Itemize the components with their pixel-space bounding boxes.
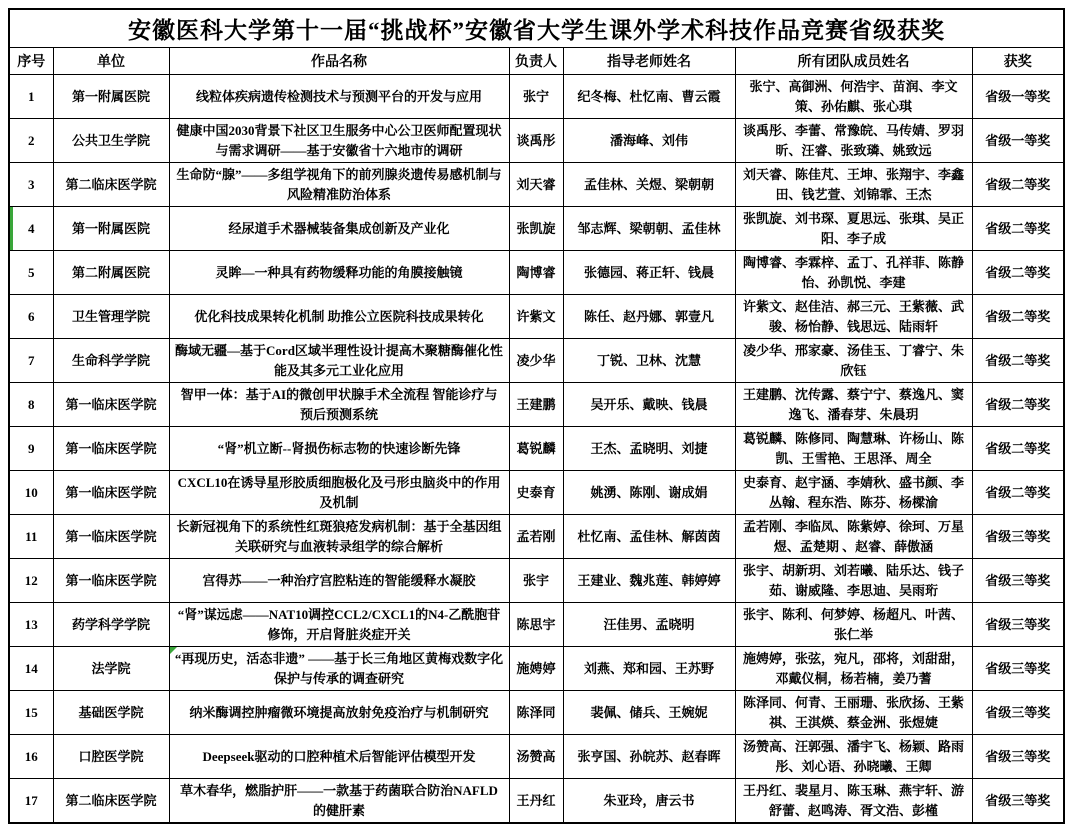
cell-teachers: 王杰、孟晓明、刘捷 xyxy=(563,427,735,471)
cell-work-title: 生命防“腺”——多组学视角下的前列腺炎遗传易感机制与风险精准防治体系 xyxy=(169,163,509,207)
cell-teachers: 孟佳林、关煜、梁朝朝 xyxy=(563,163,735,207)
cell-teachers: 纪冬梅、杜忆南、曹云霞 xyxy=(563,75,735,119)
cell-team-members: 谈禹彤、李蕾、常豫皖、马传婧、罗羽昕、汪睿、张致璘、姚致远 xyxy=(735,119,972,163)
cell-work-title: 优化科技成果转化机制 助推公立医院科技成果转化 xyxy=(169,295,509,339)
cell-award-level: 省级二等奖 xyxy=(972,427,1064,471)
cell-leader: 张宁 xyxy=(509,75,563,119)
table-row xyxy=(9,559,1064,603)
cell-team-members: 张宇、陈利、何梦婷、杨超凡、叶茜、张仁举 xyxy=(735,603,972,647)
cell-unit: 药学科学学院 xyxy=(53,603,169,647)
cell-unit: 第一临床医学院 xyxy=(53,515,169,559)
cell-unit: 卫生管理学院 xyxy=(53,295,169,339)
cell-teachers: 潘海峰、刘伟 xyxy=(563,119,735,163)
cell-row-number: 7 xyxy=(9,339,53,383)
cell-award-level: 省级三等奖 xyxy=(972,603,1064,647)
cell-row-number: 17 xyxy=(9,779,53,824)
cell-row-number: 12 xyxy=(9,559,53,603)
table-row xyxy=(9,163,1064,207)
cell-team-members: 陶博睿、李霖梓、孟丁、孔祥菲、陈静怡、孙凯悦、李建 xyxy=(735,251,972,295)
cell-work-title: “肾”谋远虑——NAT10调控CCL2/CXCL1的N4-乙酰胞苷修饰，开启肾脏炎症开关 xyxy=(169,603,509,647)
table-row xyxy=(9,647,1064,691)
cell-teachers: 汪佳男、孟晓明 xyxy=(563,603,735,647)
cell-leader: 汤赞高 xyxy=(509,735,563,779)
cell-award-level: 省级三等奖 xyxy=(972,735,1064,779)
cell-award-level: 省级二等奖 xyxy=(972,251,1064,295)
cell-teachers: 陈任、赵丹娜、郭壹凡 xyxy=(563,295,735,339)
cell-work-title: 纳米酶调控肿瘤微环境提高放射免疫治疗与机制研究 xyxy=(169,691,509,735)
cell-leader: 王丹红 xyxy=(509,779,563,824)
cell-row-number: 1 xyxy=(9,75,53,119)
cell-unit: 第一附属医院 xyxy=(53,75,169,119)
cell-work-title: 宫得苏——一种治疗宫腔粘连的智能缓释水凝胶 xyxy=(169,559,509,603)
cell-row-number: 3 xyxy=(9,163,53,207)
cell-row-number: 11 xyxy=(9,515,53,559)
table-row xyxy=(9,295,1064,339)
cell-work-title: CXCL10在诱导星形胶质细胞极化及弓形虫脑炎中的作用及机制 xyxy=(169,471,509,515)
cell-row-number: 6 xyxy=(9,295,53,339)
cell-unit: 第二临床医学院 xyxy=(53,163,169,207)
cell-award-level: 省级二等奖 xyxy=(972,339,1064,383)
table-row xyxy=(9,207,1064,251)
cell-team-members: 陈泽同、何青、王丽珊、张欣扬、王紫祺、王淇煐、蔡金洲、张煜婕 xyxy=(735,691,972,735)
cell-leader: 王建鹏 xyxy=(509,383,563,427)
cell-award-level: 省级三等奖 xyxy=(972,515,1064,559)
cell-work-title: 灵眸—一种具有药物缓释功能的角膜接触镜 xyxy=(169,251,509,295)
cell-teachers: 裴佩、储兵、王婉妮 xyxy=(563,691,735,735)
cell-team-members: 张凯旋、刘书琛、夏思远、张琪、吴正阳、李子成 xyxy=(735,207,972,251)
cell-teachers: 丁锐、卫林、沈慧 xyxy=(563,339,735,383)
cell-award-level: 省级三等奖 xyxy=(972,559,1064,603)
cell-leader: 葛锐麟 xyxy=(509,427,563,471)
cell-unit: 第一临床医学院 xyxy=(53,383,169,427)
table-row xyxy=(9,691,1064,735)
cell-unit: 第二临床医学院 xyxy=(53,779,169,824)
cell-work-title: 长新冠视角下的系统性红斑狼疮发病机制：基于全基因组关联研究与血液转录组学的综合解析 xyxy=(169,515,509,559)
column-header-teachers: 指导老师姓名 xyxy=(563,48,735,75)
cell-team-members: 葛锐麟、陈修同、陶慧琳、许杨山、陈凯、王雪艳、王思泽、周全 xyxy=(735,427,972,471)
cell-leader: 陈泽同 xyxy=(509,691,563,735)
cell-team-members: 孟若刚、李临凤、陈紫婷、徐珂、万星煜、孟楚期 、赵睿、薛傲涵 xyxy=(735,515,972,559)
cell-team-members: 王建鹏、沈传露、蔡宁宁、蔡逸凡、窦逸飞、潘春芽、朱晨玥 xyxy=(735,383,972,427)
column-header-no: 序号 xyxy=(9,48,53,75)
cell-work-title: 线粒体疾病遗传检测技术与预测平台的开发与应用 xyxy=(169,75,509,119)
cell-row-number: 4 xyxy=(9,207,53,251)
cell-row-number: 8 xyxy=(9,383,53,427)
table-row xyxy=(9,603,1064,647)
cell-team-members: 凌少华、邢家豪、汤佳玉、丁睿宁、朱欣钰 xyxy=(735,339,972,383)
cell-teachers: 王建业、魏兆莲、韩婷婷 xyxy=(563,559,735,603)
cell-award-level: 省级三等奖 xyxy=(972,691,1064,735)
table-row xyxy=(9,471,1064,515)
table-row xyxy=(9,251,1064,295)
cell-work-title: 智甲一体：基于AI的微创甲状腺手术全流程 智能诊疗与预后预测系统 xyxy=(169,383,509,427)
cell-unit: 生命科学学院 xyxy=(53,339,169,383)
cell-award-level: 省级二等奖 xyxy=(972,295,1064,339)
cell-row-number: 13 xyxy=(9,603,53,647)
awards-table xyxy=(8,8,1065,824)
cell-row-number: 2 xyxy=(9,119,53,163)
cell-row-number: 15 xyxy=(9,691,53,735)
cell-unit: 第二附属医院 xyxy=(53,251,169,295)
cell-unit: 基础医学院 xyxy=(53,691,169,735)
cell-award-level: 省级二等奖 xyxy=(972,207,1064,251)
page-title: 安徽医科大学第十一届“挑战杯”安徽省大学生课外学术科技作品竞赛省级获奖 xyxy=(9,9,1064,48)
cell-work-title: 经尿道手术器械装备集成创新及产业化 xyxy=(169,207,509,251)
cell-award-level: 省级一等奖 xyxy=(972,75,1064,119)
table-row xyxy=(9,735,1064,779)
cell-award-level: 省级三等奖 xyxy=(972,647,1064,691)
column-header-leader: 负责人 xyxy=(509,48,563,75)
cell-work-title: 酶域无疆—基于Cord区域半理性设计提高木聚糖酶催化性能及其多元工业化应用 xyxy=(169,339,509,383)
cell-award-level: 省级三等奖 xyxy=(972,779,1064,824)
cell-team-members: 许紫文、赵佳洁、郝三元、王紫薇、武骏、杨怡静、钱思远、陆雨轩 xyxy=(735,295,972,339)
table-row xyxy=(9,339,1064,383)
column-header-award: 获奖 xyxy=(972,48,1064,75)
cell-award-level: 省级一等奖 xyxy=(972,119,1064,163)
column-header-row xyxy=(9,48,1064,75)
cell-leader: 孟若刚 xyxy=(509,515,563,559)
table-row xyxy=(9,119,1064,163)
cell-unit: 法学院 xyxy=(53,647,169,691)
cell-team-members: 张宇、胡新玥、刘若曦、陆乐达、钱子茹、谢威隆、李思迪、吴雨珩 xyxy=(735,559,972,603)
table-row xyxy=(9,427,1064,471)
cell-teachers: 张德园、蒋正轩、钱晨 xyxy=(563,251,735,295)
cell-award-level: 省级二等奖 xyxy=(972,383,1064,427)
cell-work-title: 健康中国2030背景下社区卫生服务中心公卫医师配置现状与需求调研——基于安徽省十六地市的调研 xyxy=(169,119,509,163)
cell-leader: 施娉婷 xyxy=(509,647,563,691)
cell-leader: 张凯旋 xyxy=(509,207,563,251)
column-header-work: 作品名称 xyxy=(169,48,509,75)
cell-team-members: 史泰育、赵宇涵、李婧秋、盛书颜、李丛翰、程东浩、陈芬、杨樑渝 xyxy=(735,471,972,515)
cell-teachers: 刘燕、郑和园、王苏野 xyxy=(563,647,735,691)
cell-unit: 公共卫生学院 xyxy=(53,119,169,163)
cell-row-number: 10 xyxy=(9,471,53,515)
cell-team-members: 施娉婷，张弦，宛凡，邵将，刘甜甜，邓戴仪桐，杨若楠，姜乃蓍 xyxy=(735,647,972,691)
cell-row-number: 14 xyxy=(9,647,53,691)
cell-teachers: 邹志辉、梁朝朝、孟佳林 xyxy=(563,207,735,251)
cell-team-members: 刘天睿、陈佳芃、王坤、张翔宇、李鑫田、钱艺萱、刘锦霏、王杰 xyxy=(735,163,972,207)
table-row xyxy=(9,75,1064,119)
table-row xyxy=(9,515,1064,559)
cell-award-level: 省级二等奖 xyxy=(972,163,1064,207)
cell-team-members: 王丹红、裴星月、陈玉琳、燕宇轩、游舒蕾、赵鸣涛、胥文浩、彭槿 xyxy=(735,779,972,824)
cell-row-number: 5 xyxy=(9,251,53,295)
cell-team-members: 汤赞高、汪郭强、潘宇飞、杨颖、路雨彤、刘心语、孙晓曦、王卿 xyxy=(735,735,972,779)
cell-teachers: 朱亚玲，唐云书 xyxy=(563,779,735,824)
column-header-unit: 单位 xyxy=(53,48,169,75)
cell-work-title: 草木春华，燃脂护肝——一款基于药菌联合防治NAFLD的健肝素 xyxy=(169,779,509,824)
cell-leader: 凌少华 xyxy=(509,339,563,383)
cell-teachers: 杜忆南、孟佳林、解茵茵 xyxy=(563,515,735,559)
cell-leader: 刘天睿 xyxy=(509,163,563,207)
award-sheet xyxy=(8,8,1063,824)
table-row xyxy=(9,779,1064,824)
table-body xyxy=(9,75,1064,824)
cell-row-number: 16 xyxy=(9,735,53,779)
cell-work-title: “再现历史，活态非遗” ——基于长三角地区黄梅戏数字化保护与传承的调查研究 xyxy=(169,647,509,691)
cell-unit: 第一临床医学院 xyxy=(53,559,169,603)
title-row xyxy=(9,9,1064,48)
cell-leader: 陈思宇 xyxy=(509,603,563,647)
cell-unit: 第一临床医学院 xyxy=(53,427,169,471)
cell-leader: 谈禹彤 xyxy=(509,119,563,163)
cell-teachers: 吴开乐、戴映、钱晨 xyxy=(563,383,735,427)
cell-leader: 张宇 xyxy=(509,559,563,603)
cell-work-title: “肾”机立断--肾损伤标志物的快速诊断先锋 xyxy=(169,427,509,471)
cell-teachers: 姚湧、陈刚、谢成娟 xyxy=(563,471,735,515)
table-row xyxy=(9,383,1064,427)
column-header-team: 所有团队成员姓名 xyxy=(735,48,972,75)
cell-work-title: Deepseek驱动的口腔种植术后智能评估模型开发 xyxy=(169,735,509,779)
cell-unit: 口腔医学院 xyxy=(53,735,169,779)
cell-leader: 史泰育 xyxy=(509,471,563,515)
cell-leader: 陶博睿 xyxy=(509,251,563,295)
cell-teachers: 张亨国、孙皖苏、赵春晖 xyxy=(563,735,735,779)
cell-award-level: 省级二等奖 xyxy=(972,471,1064,515)
cell-leader: 许紫文 xyxy=(509,295,563,339)
cell-team-members: 张宁、高御洲、何浩宇、苗润、李文策、孙佑麒、张心琪 xyxy=(735,75,972,119)
cell-unit: 第一临床医学院 xyxy=(53,471,169,515)
cell-row-number: 9 xyxy=(9,427,53,471)
cell-unit: 第一附属医院 xyxy=(53,207,169,251)
